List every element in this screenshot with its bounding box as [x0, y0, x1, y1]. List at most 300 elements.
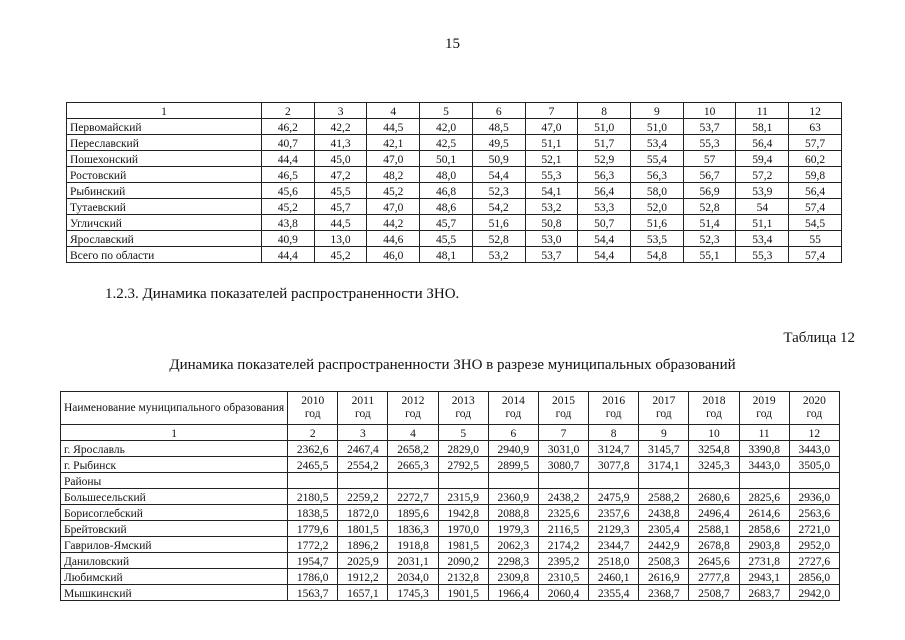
table-row: [67, 135, 842, 151]
year-value: 2019: [752, 395, 776, 408]
column-number: 11: [739, 425, 789, 441]
column-number: 3: [338, 425, 388, 441]
data-cell: 58,1: [736, 119, 789, 135]
data-cell: 48,2: [367, 167, 420, 183]
district-name: г. Рыбинск: [61, 457, 288, 473]
data-cell: 2395,2: [538, 553, 588, 569]
year-word: год: [455, 408, 472, 420]
data-cell: 2438,2: [538, 489, 588, 505]
data-cell: 57,4: [789, 247, 842, 263]
data-cell: 3443,0: [789, 441, 839, 457]
data-cell: 2090,2: [438, 553, 488, 569]
data-cell: 2554,2: [338, 457, 388, 473]
data-cell: 55,3: [736, 247, 789, 263]
data-cell: [689, 473, 739, 489]
data-cell: 46,5: [262, 167, 315, 183]
year-word: год: [655, 408, 672, 420]
data-cell: 52,1: [525, 151, 578, 167]
data-cell: 47,0: [367, 151, 420, 167]
data-cell: 1801,5: [338, 521, 388, 537]
data-cell: 52,0: [631, 199, 684, 215]
data-cell: 48,6: [420, 199, 473, 215]
data-cell: 2683,7: [739, 585, 789, 601]
data-cell: 2060,4: [538, 585, 588, 601]
column-number: 12: [789, 103, 842, 119]
data-cell: 2034,0: [388, 569, 438, 585]
data-cell: 1954,7: [288, 553, 338, 569]
data-cell: 1981,5: [438, 537, 488, 553]
data-cell: [388, 473, 438, 489]
table-row: [67, 119, 842, 135]
data-cell: 2943,1: [739, 569, 789, 585]
data-cell: 58,0: [631, 183, 684, 199]
data-cell: 1779,6: [288, 521, 338, 537]
data-cell: 3124,7: [589, 441, 639, 457]
year-word: год: [555, 408, 572, 420]
data-cell: 2665,3: [388, 457, 438, 473]
data-cell: 40,7: [262, 135, 315, 151]
table-row: [67, 151, 842, 167]
data-cell: 51,4: [683, 215, 736, 231]
year-value: 2011: [351, 395, 375, 408]
data-cell: 1966,4: [488, 585, 538, 601]
data-cell: 45,0: [314, 151, 367, 167]
data-cell: 55,4: [631, 151, 684, 167]
data-cell: 59,8: [789, 167, 842, 183]
data-cell: 2362,6: [288, 441, 338, 457]
data-cell: 2942,0: [789, 585, 839, 601]
data-cell: 2465,5: [288, 457, 338, 473]
data-cell: 53,9: [736, 183, 789, 199]
district-name: Даниловский: [61, 553, 288, 569]
data-cell: 53,2: [525, 199, 578, 215]
data-cell: 56,4: [736, 135, 789, 151]
data-cell: 2678,8: [689, 537, 739, 553]
year-column-header: [789, 392, 839, 425]
data-cell: 45,5: [420, 231, 473, 247]
data-cell: 56,4: [789, 183, 842, 199]
data-cell: 1745,3: [388, 585, 438, 601]
data-cell: 1895,6: [388, 505, 438, 521]
column-number: 2: [262, 103, 315, 119]
data-cell: 2680,6: [689, 489, 739, 505]
table-header-row: [67, 103, 842, 119]
data-cell: 2305,4: [639, 521, 689, 537]
data-cell: [739, 473, 789, 489]
year-value: 2010: [301, 395, 325, 408]
year-value: 2016: [602, 395, 626, 408]
data-cell: 2438,8: [639, 505, 689, 521]
table-row: [67, 167, 842, 183]
data-cell: 2442,9: [639, 537, 689, 553]
data-cell: 2727,6: [789, 553, 839, 569]
year-word: год: [355, 408, 371, 420]
data-cell: 2645,6: [689, 553, 739, 569]
data-cell: 2508,3: [639, 553, 689, 569]
year-word: год: [605, 408, 622, 420]
data-cell: 47,2: [314, 167, 367, 183]
data-cell: 3443,0: [739, 457, 789, 473]
data-cell: 54,4: [578, 231, 631, 247]
data-cell: 48,1: [420, 247, 473, 263]
column-number: 11: [736, 103, 789, 119]
column-number: 6: [472, 103, 525, 119]
data-cell: 2368,7: [639, 585, 689, 601]
data-cell: 2518,0: [589, 553, 639, 569]
data-cell: 53,2: [472, 247, 525, 263]
data-cell: 3174,1: [639, 457, 689, 473]
year-column-header: [288, 392, 338, 425]
data-cell: 51,6: [631, 215, 684, 231]
district-name: Угличский: [67, 215, 262, 231]
data-cell: 53,7: [683, 119, 736, 135]
column-number: 9: [631, 103, 684, 119]
data-cell: 2614,6: [739, 505, 789, 521]
column-number: 1: [61, 425, 288, 441]
year-value: 2018: [702, 395, 726, 408]
data-cell: 53,5: [631, 231, 684, 247]
data-cell: 2903,8: [739, 537, 789, 553]
column-number: 5: [438, 425, 488, 441]
data-cell: 55,3: [525, 167, 578, 183]
year-word: год: [304, 408, 321, 420]
data-cell: 2088,8: [488, 505, 538, 521]
data-cell: 2309,8: [488, 569, 538, 585]
data-cell: 2721,0: [789, 521, 839, 537]
data-cell: 1918,8: [388, 537, 438, 553]
table-row: [61, 489, 840, 505]
column-number: 4: [388, 425, 438, 441]
table-row: [67, 199, 842, 215]
data-cell: 2360,9: [488, 489, 538, 505]
year-column-header: [739, 392, 789, 425]
data-cell: 47,0: [525, 119, 578, 135]
district-name: Ярославский: [67, 231, 262, 247]
data-cell: 2025,9: [338, 553, 388, 569]
table-row: [67, 183, 842, 199]
data-cell: 53,4: [631, 135, 684, 151]
data-cell: 2658,2: [388, 441, 438, 457]
data-cell: 44,4: [262, 151, 315, 167]
table-row: [61, 441, 840, 457]
table-header-row: [61, 392, 840, 425]
data-cell: 45,6: [262, 183, 315, 199]
data-cell: 54,2: [472, 199, 525, 215]
data-cell: 2475,9: [589, 489, 639, 505]
column-number: 3: [314, 103, 367, 119]
data-cell: 2174,2: [538, 537, 588, 553]
table-row: [61, 585, 840, 601]
data-cell: 45,5: [314, 183, 367, 199]
data-cell: 1942,8: [438, 505, 488, 521]
data-cell: 2180,5: [288, 489, 338, 505]
data-cell: 2272,7: [388, 489, 438, 505]
data-cell: 51,6: [472, 215, 525, 231]
data-cell: 63: [789, 119, 842, 135]
data-cell: 52,8: [472, 231, 525, 247]
data-cell: 44,5: [367, 119, 420, 135]
data-cell: 57,4: [789, 199, 842, 215]
table-row: [61, 537, 840, 553]
data-cell: 55,3: [683, 135, 736, 151]
data-cell: 2936,0: [789, 489, 839, 505]
table-row: [61, 553, 840, 569]
column-number: 8: [578, 103, 631, 119]
year-value: 2012: [401, 395, 425, 408]
data-cell: 46,0: [367, 247, 420, 263]
data-cell: 2829,0: [438, 441, 488, 457]
year-column-header: [639, 392, 689, 425]
data-cell: 51,0: [578, 119, 631, 135]
data-cell: 2496,4: [689, 505, 739, 521]
district-name: Большесельский: [61, 489, 288, 505]
data-cell: 2357,6: [589, 505, 639, 521]
table-row: [61, 521, 840, 537]
data-cell: 53,7: [525, 247, 578, 263]
table-row: [67, 231, 842, 247]
column-number: 10: [689, 425, 739, 441]
table-caption: Динамика показателей распространенности ЗНО в разрезе муниципальных образований: [169, 357, 736, 373]
data-cell: 45,2: [262, 199, 315, 215]
data-cell: 3390,8: [739, 441, 789, 457]
year-word: год: [806, 408, 823, 420]
data-cell: 2777,8: [689, 569, 739, 585]
data-cell: 1772,2: [288, 537, 338, 553]
data-cell: 47,0: [367, 199, 420, 215]
data-cell: 13,0: [314, 231, 367, 247]
data-cell: [538, 473, 588, 489]
data-cell: 2355,4: [589, 585, 639, 601]
column-number: 6: [488, 425, 538, 441]
data-cell: 59,4: [736, 151, 789, 167]
data-cell: 2563,6: [789, 505, 839, 521]
data-cell: 56,4: [578, 183, 631, 199]
data-cell: 41,3: [314, 135, 367, 151]
column-number: 1: [67, 103, 262, 119]
column-number: 10: [683, 103, 736, 119]
year-column-header: [338, 392, 388, 425]
table-row: [61, 457, 840, 473]
table-row: [61, 505, 840, 521]
data-cell: 3077,8: [589, 457, 639, 473]
data-cell: 42,0: [420, 119, 473, 135]
data-cell: 2899,5: [488, 457, 538, 473]
data-cell: 50,9: [472, 151, 525, 167]
data-cell: 2310,5: [538, 569, 588, 585]
year-word: год: [756, 408, 772, 420]
scan-footer-artifact: [0, 627, 905, 640]
data-cell: 51,7: [578, 135, 631, 151]
year-column-header: [488, 392, 538, 425]
data-cell: 1970,0: [438, 521, 488, 537]
data-cell: 54,1: [525, 183, 578, 199]
data-cell: 51,1: [736, 215, 789, 231]
column-numbering-row: [61, 425, 840, 441]
data-cell: 46,8: [420, 183, 473, 199]
district-name: Брейтовский: [61, 521, 288, 537]
column-number: 8: [589, 425, 639, 441]
district-name: г. Ярославль: [61, 441, 288, 457]
data-cell: [589, 473, 639, 489]
data-cell: 50,8: [525, 215, 578, 231]
data-cell: 52,8: [683, 199, 736, 215]
table-label: Таблица 12: [783, 330, 855, 346]
data-cell: 1901,5: [438, 585, 488, 601]
data-cell: 53,4: [736, 231, 789, 247]
district-name: Тутаевский: [67, 199, 262, 215]
data-cell: 55: [789, 231, 842, 247]
data-cell: 48,0: [420, 167, 473, 183]
data-cell: 1786,0: [288, 569, 338, 585]
year-value: 2015: [552, 395, 575, 408]
data-cell: 54,4: [578, 247, 631, 263]
data-cell: 44,6: [367, 231, 420, 247]
data-cell: 53,3: [578, 199, 631, 215]
data-cell: 44,2: [367, 215, 420, 231]
data-cell: 2508,7: [689, 585, 739, 601]
column-number: 4: [367, 103, 420, 119]
data-cell: 1896,2: [338, 537, 388, 553]
data-cell: 2467,4: [338, 441, 388, 457]
data-cell: 45,2: [367, 183, 420, 199]
data-cell: 54,5: [789, 215, 842, 231]
year-word: год: [505, 408, 522, 420]
data-cell: 2116,5: [538, 521, 588, 537]
data-cell: 2731,8: [739, 553, 789, 569]
data-cell: 51,1: [525, 135, 578, 151]
data-cell: 2616,9: [639, 569, 689, 585]
data-cell: 44,4: [262, 247, 315, 263]
data-cell: 56,7: [683, 167, 736, 183]
data-cell: [789, 473, 839, 489]
column-number: 2: [288, 425, 338, 441]
data-cell: 2129,3: [589, 521, 639, 537]
data-cell: 1912,2: [338, 569, 388, 585]
data-cell: 50,1: [420, 151, 473, 167]
data-cell: [338, 473, 388, 489]
year-value: 2014: [501, 395, 525, 408]
data-cell: [288, 473, 338, 489]
table-row: [61, 569, 840, 585]
data-cell: 2062,3: [488, 537, 538, 553]
data-cell: 1872,0: [338, 505, 388, 521]
data-cell: 2825,6: [739, 489, 789, 505]
data-cell: 54,4: [472, 167, 525, 183]
data-cell: 50,7: [578, 215, 631, 231]
section-title: 1.2.3. Динамика показателей распространенности ЗНО.: [105, 286, 460, 302]
data-cell: 52,3: [683, 231, 736, 247]
data-cell: 53,0: [525, 231, 578, 247]
data-cell: 2298,3: [488, 553, 538, 569]
data-cell: 2132,8: [438, 569, 488, 585]
data-cell: 3031,0: [538, 441, 588, 457]
table-row: [61, 473, 840, 489]
data-cell: 42,2: [314, 119, 367, 135]
data-cell: 1836,3: [388, 521, 438, 537]
column-number: 7: [538, 425, 588, 441]
data-cell: 3254,8: [689, 441, 739, 457]
data-cell: 56,9: [683, 183, 736, 199]
district-name: Переславский: [67, 135, 262, 151]
year-column-header: [388, 392, 438, 425]
data-cell: 40,9: [262, 231, 315, 247]
district-name: Всего по области: [67, 247, 262, 263]
year-word: год: [405, 408, 421, 420]
data-cell: 57: [683, 151, 736, 167]
data-cell: 2460,1: [589, 569, 639, 585]
page-number: 15: [445, 36, 460, 52]
district-name: Рыбинский: [67, 183, 262, 199]
data-cell: [438, 473, 488, 489]
prevalence-dynamics-table: [60, 391, 840, 601]
data-cell: 3080,7: [538, 457, 588, 473]
year-value: 2013: [451, 395, 475, 408]
data-cell: 45,7: [420, 215, 473, 231]
data-cell: 1563,7: [288, 585, 338, 601]
data-cell: 3245,3: [689, 457, 739, 473]
year-column-header: [589, 392, 639, 425]
district-name: Ростовский: [67, 167, 262, 183]
data-cell: 54,8: [631, 247, 684, 263]
data-cell: 57,7: [789, 135, 842, 151]
data-cell: 52,3: [472, 183, 525, 199]
data-cell: 57,2: [736, 167, 789, 183]
data-cell: [639, 473, 689, 489]
district-name: Борисоглебский: [61, 505, 288, 521]
data-cell: 44,5: [314, 215, 367, 231]
data-cell: 2344,7: [589, 537, 639, 553]
data-cell: 1838,5: [288, 505, 338, 521]
data-cell: 1979,3: [488, 521, 538, 537]
table-row: [67, 247, 842, 263]
data-cell: 3145,7: [639, 441, 689, 457]
data-cell: 1657,1: [338, 585, 388, 601]
district-name: Первомайский: [67, 119, 262, 135]
column-number: 7: [525, 103, 578, 119]
year-column-header: [689, 392, 739, 425]
data-cell: [488, 473, 538, 489]
data-cell: 42,1: [367, 135, 420, 151]
year-column-header: [538, 392, 588, 425]
data-cell: 45,7: [314, 199, 367, 215]
data-cell: 2792,5: [438, 457, 488, 473]
data-cell: 3505,0: [789, 457, 839, 473]
data-cell: 42,5: [420, 135, 473, 151]
district-name: Мышкинский: [61, 585, 288, 601]
data-cell: 2940,9: [488, 441, 538, 457]
data-cell: 2315,9: [438, 489, 488, 505]
data-cell: 52,9: [578, 151, 631, 167]
district-name: Любимский: [61, 569, 288, 585]
data-cell: 2858,6: [739, 521, 789, 537]
data-cell: 2856,0: [789, 569, 839, 585]
data-cell: 48,5: [472, 119, 525, 135]
year-word: год: [706, 408, 722, 420]
prevalence-table-continued: [66, 102, 842, 263]
column-number: 9: [639, 425, 689, 441]
year-column-header: [438, 392, 488, 425]
name-column-header: Наименование муниципального образования: [61, 392, 288, 425]
data-cell: 49,5: [472, 135, 525, 151]
data-cell: 56,3: [578, 167, 631, 183]
data-cell: 2031,1: [388, 553, 438, 569]
data-cell: 43,8: [262, 215, 315, 231]
data-cell: 2952,0: [789, 537, 839, 553]
district-name: Районы: [61, 473, 288, 489]
data-cell: 54: [736, 199, 789, 215]
data-cell: 56,3: [631, 167, 684, 183]
column-number: 5: [420, 103, 473, 119]
